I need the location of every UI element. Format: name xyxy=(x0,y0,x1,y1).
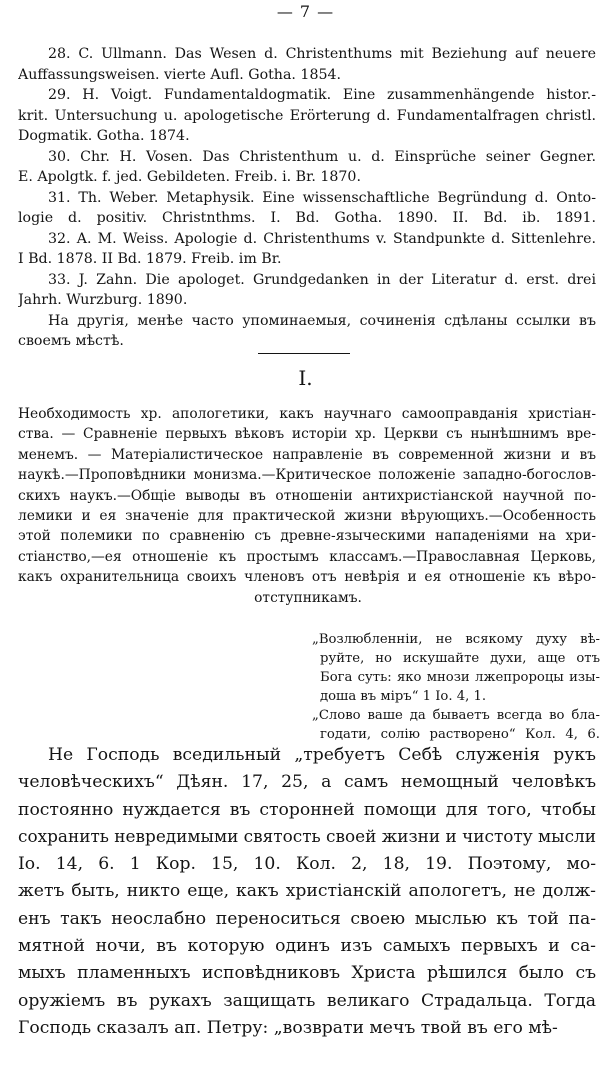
body-line: мятной ночи, въ которую одинъ изъ самыхъ первыхъ и са- xyxy=(18,936,596,957)
bibliography-line: 30. Chr. H. Vosen. Das Christenthum u. d. Einsprüche seiner Gegner. xyxy=(48,148,596,165)
bibliography-line: своемъ мѣстѣ. xyxy=(18,333,124,349)
bibliography-line: I Bd. 1878. II Bd. 1879. Freib. im Br. xyxy=(18,251,282,267)
body-line: Не Господь вседильный „требуетъ Себѣ служенія рукъ xyxy=(48,745,596,765)
bibliography-line: Jahrh. Wurzburg. 1890. xyxy=(18,292,188,308)
epigraph-line: Бога суть: яко мнози лжепророцы изы- xyxy=(320,670,600,685)
bibliography-line: E. Apolgtk. f. jed. Gebildeten. Freib. i. Br. 1870. xyxy=(18,169,361,185)
chapter-numeral: I. xyxy=(298,366,313,390)
body-paragraph xyxy=(18,742,598,1042)
summary-line: отступникамъ. xyxy=(254,589,362,606)
bibliography-line: 31. Th. Weber. Metaphysik. Eine wissenschaftliche Begründung d. Onto- xyxy=(48,189,596,206)
body-line: Іо. 14, 6. 1 Кор. 15, 10. Кол. 2, 18, 19. Поэтому, мо- xyxy=(18,854,596,875)
page-number-header: — 7 — xyxy=(276,2,335,21)
body-line: Господь сказалъ ап. Петру: „возврати мечъ твой въ его мѣ- xyxy=(18,1017,558,1038)
bibliography-line: 29. H. Voigt. Fundamentaldogmatik. Eine zusammenhängende histor.- xyxy=(48,87,596,103)
bibliography-line: Dogmatik. Gotha. 1874. xyxy=(18,128,190,144)
body-line: человѣческихъ“ Дѣян. 17, 25, а самъ немощный человѣкъ xyxy=(18,772,596,793)
body-line: мыхъ пламенныхъ исповѣдниковъ Христа рѣшился было съ xyxy=(18,963,596,984)
body-line: жетъ быть, никто еще, какъ христіанскій апологетъ, не долж- xyxy=(18,881,596,902)
chapter-summary xyxy=(18,404,598,608)
summary-line: ства. — Сравненіе первыхъ вѣковъ исторіи хр. Церкви съ нынѣшнимъ вре- xyxy=(18,426,596,443)
summary-line: лемики и ея значеніе для практической жизни вѣрующихъ.—Особенность xyxy=(18,507,596,524)
bibliography-line: 28. C. Ullmann. Das Wesen d. Christenthums mit Beziehung auf neuere xyxy=(48,46,596,62)
bibliography-line: krit. Untersuchung u. apologetische Erörterung d. Fundamentalfragen christl. xyxy=(18,107,596,124)
epigraph-line: „Слово ваше да бываетъ всегда во бла- xyxy=(312,708,600,723)
bibliography-line: Auffassungsweisen. vierte Aufl. Gotha. 1854. xyxy=(18,66,342,83)
summary-line: какъ охранительница своихъ членовъ отъ невѣрія и ея отношеніе къ вѣро- xyxy=(18,569,596,586)
epigraph-line: „Возлюбленніи, не всякому духу вѣ- xyxy=(312,632,600,647)
body-line: оружіемъ въ рукахъ защищать великаго Страдальца. Тогда xyxy=(18,990,596,1011)
section-separator-rule xyxy=(258,353,350,354)
summary-line: стіанство,—ея отношеніе къ простымъ классамъ.—Православная Церковь, xyxy=(18,548,596,565)
summary-line: Необходимость хр. апологетики, какъ научнаго самооправданія христіан- xyxy=(18,406,596,422)
epigraph-line: руйте, но искушайте духи, аще отъ xyxy=(320,651,600,666)
epigraph-line: годати, солію растворено“ Кол. 4, 6. xyxy=(320,727,600,742)
bibliography-line: На другія, менѣе часто упоминаемыя, сочиненія сдѣланы ссылки въ xyxy=(48,312,596,329)
bibliography-list xyxy=(18,44,598,352)
summary-line: наукѣ.—Проповѣдники монизма.—Критическое положеніе западно-богослов- xyxy=(18,467,596,484)
summary-line: менемъ. — Матеріалистическое направленіе въ современной жизни и въ xyxy=(18,446,596,463)
body-line: постоянно нуждается въ сторонней помощи для того, чтобы xyxy=(18,799,596,820)
body-line: сохранить невредимыми святость своей жизни и чистоту мысли xyxy=(18,826,596,847)
bibliography-line: logie d. positiv. Christnthms. I. Bd. Gotha. 1890. II. Bd. ib. 1891. xyxy=(18,210,596,226)
bibliography-line: 32. A. M. Weiss. Apologie d. Christenthums v. Standpunkte d. Sittenlehre. xyxy=(48,230,596,247)
epigraph xyxy=(312,630,602,744)
summary-line: скихъ наукъ.—Общіе выводы въ отношеніи антихристіанской научной по- xyxy=(18,487,596,504)
bibliography-line: 33. J. Zahn. Die apologet. Grundgedanken in der Literatur d. erst. drei xyxy=(48,271,596,288)
epigraph-line: доша въ міръ“ 1 Іо. 4, 1. xyxy=(320,689,487,704)
summary-line: этой полемики по сравненію съ древне-языческими нападеніями на хри- xyxy=(18,528,596,545)
body-line: енъ такъ неослабно переноситься своею мыслью къ той па- xyxy=(18,908,596,929)
